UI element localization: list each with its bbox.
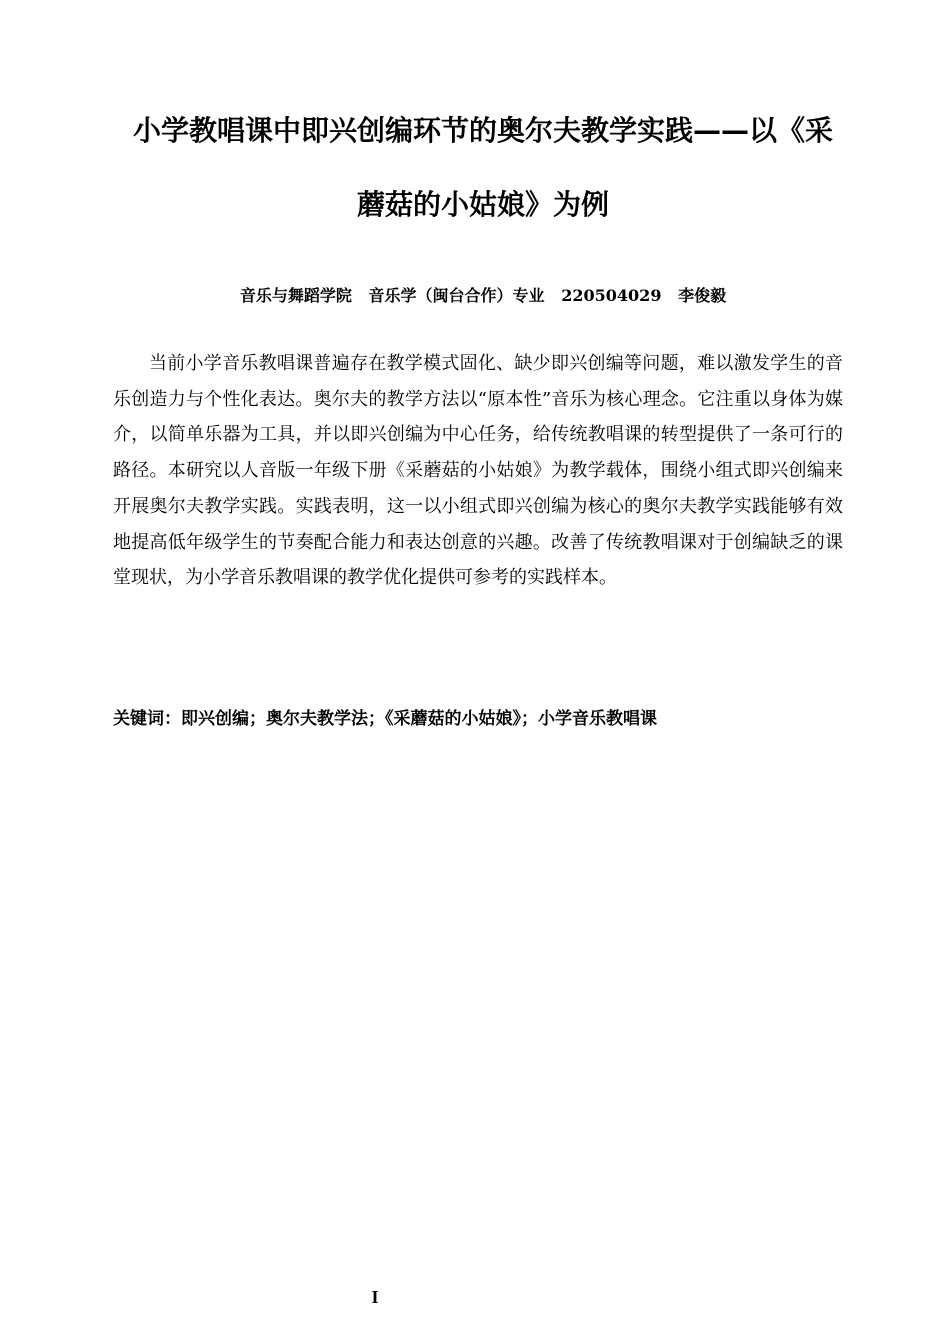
author-byline: 音乐与舞蹈学院 音乐学（闽台合作）专业 220504029 李俊毅: [239, 286, 727, 305]
paper-title-line-1: 小学教唱课中即兴创编环节的奥尔夫教学实践——以《采: [132, 114, 833, 147]
keywords-line: 关键词：即兴创编；奥尔夫教学法；《采蘑菇的小姑娘》；小学音乐教唱课: [113, 709, 657, 729]
abstract-paragraph: 当前小学音乐教唱课普遍存在教学模式固化、缺少即兴创编等问题，难以激发学生的音乐创造力与个性化表达。奥尔夫的教学方法以“原本性”音乐为核心理念。它注重以身体为媒介，以简单乐器为工具，并以即兴创编为中心任务，给传统教唱课的转型提供了一条可行的路径。本研究以人音版一年级下册《采蘑菇的小姑娘》为教学载体，围绕小组式即兴创编来开展奥尔夫教学实践。实践表明，这一以小组式即兴创编为核心的奥尔夫教学实践能够有效地提高低年级学生的节奏配合能力和表达创意的兴趣。改善了传统教唱课对于创编缺乏的课堂现状，为小学音乐教唱课的教学优化提供可参考的实践样本。: [113, 353, 843, 589]
page-number: I: [371, 1287, 379, 1307]
paper-title-line-2: 蘑菇的小姑娘》为例: [356, 188, 609, 221]
